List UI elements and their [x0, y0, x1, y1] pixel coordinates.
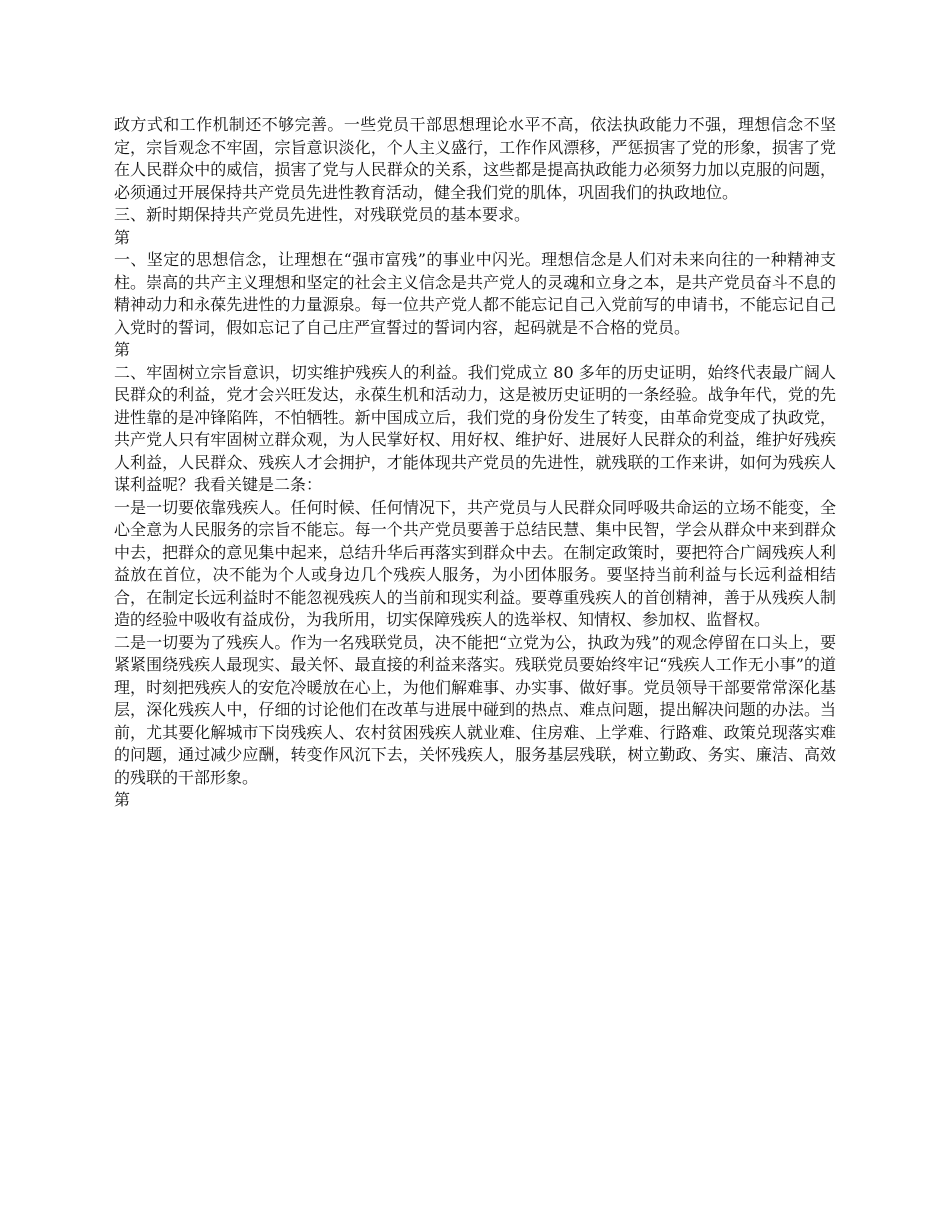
paragraph-serve-disabled: 二是一切要为了残疾人。作为一名残联党员，决不能把“立党为公，执政为残”的观念停留在口头上，要紧紧围绕残疾人最现实、最关怀、最直接的利益来落实。残联党员要始终牢记“残疾人工作无小事”的道理，时刻把残疾人的安危冷暖放在心上，为他们解难事、办实事、做好事。党员领导干部要常常深化基层，深化残疾人中，仔细的讨论他们在改革与进展中碰到的热点、难点问题，提出解决问题的办法。当前，尤其要化解城市下岗残疾人、农村贫困残疾人就业难、住房难、上学难、行路难、政策兑现落实难的问题，通过减少应酬，转变作风沉下去，关怀残疾人，服务基层残联，树立勤政、务实、廉洁、高效的残联的干部形象。 [114, 632, 836, 787]
section-marker: 第 [114, 790, 131, 809]
section-heading-basic-requirements: 三、新时期保持共产党员先进性，对残联党员的基本要求。 [114, 205, 531, 224]
paragraph-rely-on-disabled: 一是一切要依靠残疾人。任何时候、任何情况下，共产党员与人民群众同呼吸共命运的立场不能变，全心全意为人民服务的宗旨不能忘。每一个共产党员要善于总结民慧、集中民智，学会从群众中来到群众中去，把群众的意见集中起来，总结升华后再落实到群众中去。在制定政策时，要把符合广阔残疾人利益放在首位，决不能为个人或身边几个残疾人服务，为小团体服务。要坚持当前利益与长远利益相结合，在制定长远利益时不能忽视残疾人的当前和现实利益。要尊重残疾人的首创精神，善于从残疾人制造的经验中吸收有益成份，为我所用，切实保障残疾人的选举权、知情权、参加权、监督权。 [114, 497, 836, 629]
paragraph-purpose-awareness: 二、牢固树立宗旨意识，切实维护残疾人的利益。我们党成立 80 多年的历史证明，始终代表最广阔人民群众的利益，党才会兴旺发达，永葆生机和活动力，这是被历史证明的一条经验。战争年代，党的先进性靠的是冲锋陷阵，不怕牺牲。新中国成立后，我们党的身份发生了转变，由革命党变成了执政党，共产党人只有牢固树立群众观，为人民掌好权、用好权、维护好、进展好人民群众的利益，维护好残疾人利益，人民群众、残疾人才会拥护，才能体现共产党员的先进性，就残联的工作来讲，如何为残疾人谋利益呢？我看关键是二条： [114, 362, 836, 494]
document-body [114, 114, 836, 812]
paragraph-governance-problems: 政方式和工作机制还不够完善。一些党员干部思想理论水平不高，依法执政能力不强，理想信念不坚定，宗旨观念不牢固，宗旨意识淡化，个人主义盛行，工作作风漂移，严惩损害了党的形象，损害了党在人民群众中的威信，损害了党与人民群众的关系，这些都是提高执政能力必须努力加以克服的问题，必须通过开展保持共产党员先进性教育活动，健全我们党的肌体，巩固我们的执政地位。 [114, 115, 836, 202]
paragraph-firm-beliefs: 一、坚定的思想信念，让理想在“强市富残”的事业中闪光。理想信念是人们对未来向往的一种精神支柱。崇高的共产主义理想和坚定的社会主义信念是共产党人的灵魂和立身之本，是共产党员奋斗不息的精神动力和永葆先进性的力量源泉。每一位共产党人都不能忘记自己入党前写的申请书，不能忘记自己入党时的誓词，假如忘记了自己庄严宣誓过的誓词内容，起码就是不合格的党员。 [114, 250, 836, 337]
section-marker: 第 [114, 340, 131, 359]
section-marker: 第 [114, 227, 131, 247]
